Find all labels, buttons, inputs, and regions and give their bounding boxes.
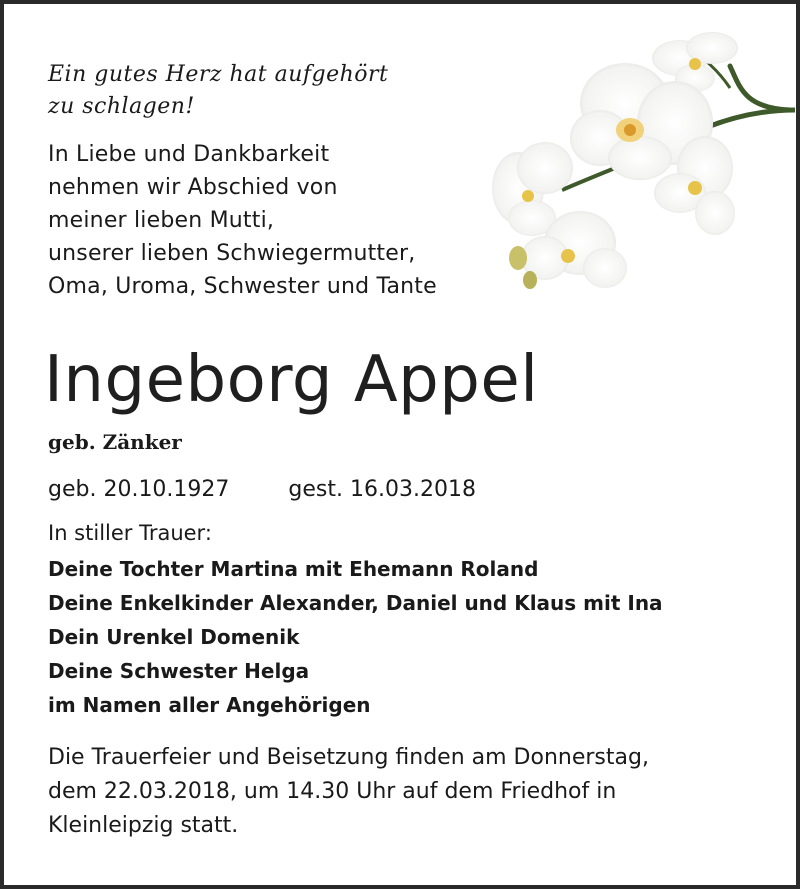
intro-line: meiner lieben Mutti, xyxy=(48,208,275,233)
motto-line-1: Ein gutes Herz hat aufgehört xyxy=(48,62,389,87)
funeral-notice xyxy=(48,741,649,843)
mourner-line: Deine Tochter Martina mit Ehemann Roland xyxy=(48,557,539,581)
orchid-icon xyxy=(490,18,800,308)
mourner-line: Dein Urenkel Domenik xyxy=(48,625,300,649)
maiden-name: geb. Zänker xyxy=(48,430,182,454)
intro-line: In Liebe und Dankbarkeit xyxy=(48,142,330,167)
mourner-line: Deine Schwester Helga xyxy=(48,659,310,683)
notice-line: dem 22.03.2018, um 14.30 Uhr auf dem Friedhof in xyxy=(48,779,617,804)
birth-date: geb. 20.10.1927 xyxy=(48,477,230,502)
motto xyxy=(48,59,388,123)
mourners-list xyxy=(48,552,663,722)
life-dates xyxy=(48,475,476,505)
notice-line: Die Trauerfeier und Beisetzung finden am Donnerstag, xyxy=(48,745,649,770)
mourners-label: In stiller Trauer: xyxy=(48,521,212,545)
intro-line: unserer lieben Schwiegermutter, xyxy=(48,241,416,266)
mourner-line: im Namen aller Angehörigen xyxy=(48,693,371,717)
intro-text xyxy=(48,138,437,303)
death-date: gest. 16.03.2018 xyxy=(288,477,476,502)
deceased-name: Ingeborg Appel xyxy=(44,343,539,417)
mourner-line: Deine Enkelkinder Alexander, Daniel und Klaus mit Ina xyxy=(48,591,663,615)
intro-line: nehmen wir Abschied von xyxy=(48,175,338,200)
intro-line: Oma, Uroma, Schwester und Tante xyxy=(48,274,437,299)
motto-line-2: zu schlagen! xyxy=(48,94,195,119)
notice-line: Kleinleipzig statt. xyxy=(48,813,239,838)
